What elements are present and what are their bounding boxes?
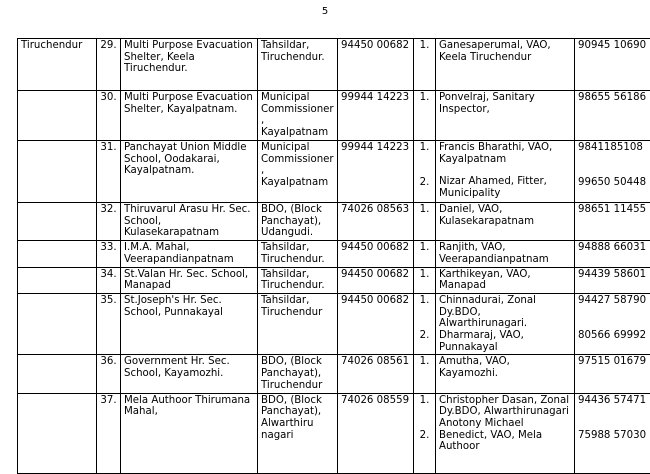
contact-phone: 94427 58790 — [578, 295, 650, 307]
page-number: 5 — [0, 6, 650, 18]
contact-index: 1. — [417, 395, 432, 407]
shelter-name: Panchayat Union Middle School, Oodakarai, Kayalpatnam. — [121, 141, 258, 203]
officer-phone: 99944 14223 — [338, 91, 414, 141]
contact-name-cell — [436, 393, 575, 473]
contact-phone-cell — [575, 141, 650, 203]
contact-name: Ganesaperumal, VAO, Keela Tiruchendur — [436, 39, 575, 91]
contact-name: Ponvelraj, Sanitary Inspector, — [436, 91, 575, 141]
contact-phone: 9841185108 — [578, 142, 650, 154]
table-row — [18, 141, 650, 203]
contact-name: Chinnadurai, Zonal Dy.BDO, Alwarthirunagari. — [439, 295, 571, 330]
contact-name: Daniel, VAO, Kulasekarapatnam — [436, 203, 575, 241]
serial-number: 31. — [97, 141, 121, 203]
serial-number: 34. — [97, 267, 121, 293]
contact-phone: 99650 50448 — [578, 177, 650, 189]
officer-phone: 74026 08559 — [338, 393, 414, 473]
table-row — [18, 293, 650, 355]
officer-phone: 94450 00682 — [338, 293, 414, 355]
contact-phone: 75988 57030 — [578, 430, 650, 442]
contact-index: 1. — [414, 355, 436, 393]
officer-phone: 74026 08561 — [338, 355, 414, 393]
contact-name: Amutha, VAO, Kayamozhi. — [436, 355, 575, 393]
officer-phone: 94450 00682 — [338, 39, 414, 91]
officer-name: BDO, (Block Panchayat), Udangudi. — [258, 203, 338, 241]
contact-name: Anotony Michael Benedict, VAO, Mela Authoor — [439, 418, 571, 453]
serial-number: 37. — [97, 393, 121, 473]
table-row — [18, 91, 650, 141]
contact-phone: 80566 69992 — [578, 330, 650, 342]
contact-index-cell — [414, 393, 436, 473]
table-row — [18, 355, 650, 393]
evacuation-shelter-table — [17, 38, 650, 474]
contact-index: 2. — [417, 330, 432, 342]
contact-name: Nizar Ahamed, Fitter, Municipality — [439, 176, 571, 199]
officer-phone: 94450 00682 — [338, 267, 414, 293]
contact-index: 1. — [414, 39, 436, 91]
officer-phone: 99944 14223 — [338, 141, 414, 203]
taluk-cell — [18, 141, 97, 203]
contact-name-cell — [436, 293, 575, 355]
table-row — [18, 393, 650, 473]
shelter-name: Thiruvarul Arasu Hr. Sec. School, Kulasekarapatnam — [121, 203, 258, 241]
contact-index: 2. — [417, 177, 432, 189]
serial-number: 33. — [97, 241, 121, 267]
contact-index: 2. — [417, 430, 432, 442]
officer-name: Municipal Commissioner , Kayalpatnam — [258, 141, 338, 203]
contact-phone: 94436 57471 — [578, 395, 650, 407]
table-row — [18, 241, 650, 267]
contact-phone: 98655 56186 — [575, 91, 650, 141]
contact-phone-cell — [575, 293, 650, 355]
contact-index: 1. — [414, 91, 436, 141]
contact-index: 1. — [417, 142, 432, 154]
contact-phone: 94888 66031 — [575, 241, 650, 267]
shelter-name: St.Valan Hr. Sec. School, Manapad — [121, 267, 258, 293]
serial-number: 32. — [97, 203, 121, 241]
officer-name: Tahsildar, Tiruchendur. — [258, 241, 338, 267]
officer-name: BDO, (Block Panchayat), Alwarthiru nagari — [258, 393, 338, 473]
contact-phone-cell — [575, 393, 650, 473]
contact-name: Dharmaraj, VAO, Punnakayal — [439, 330, 571, 353]
contact-phone: 90945 10690 — [575, 39, 650, 91]
officer-phone: 94450 00682 — [338, 241, 414, 267]
officer-phone: 74026 08563 — [338, 203, 414, 241]
officer-name: Tahsildar, Tiruchendur — [258, 293, 338, 355]
contact-phone: 97515 01679 — [575, 355, 650, 393]
table-row — [18, 203, 650, 241]
contact-index: 1. — [414, 241, 436, 267]
contact-phone: 98651 11455 — [575, 203, 650, 241]
contact-index: 1. — [414, 203, 436, 241]
table-row — [18, 39, 650, 91]
shelter-name: Multi Purpose Evacuation Shelter, Kayalpatnam. — [121, 91, 258, 141]
serial-number: 29. — [97, 39, 121, 91]
contact-index-cell — [414, 293, 436, 355]
shelter-name: St.Joseph's Hr. Sec. School, Punnakayal — [121, 293, 258, 355]
taluk-cell — [18, 267, 97, 293]
serial-number: 36. — [97, 355, 121, 393]
taluk-cell — [18, 393, 97, 473]
contact-name: Ranjith, VAO, Veerapandianpatnam — [436, 241, 575, 267]
shelter-name: I.M.A. Mahal, Veerapandianpatnam — [121, 241, 258, 267]
taluk-cell — [18, 293, 97, 355]
shelter-name: Government Hr. Sec. School, Kayamozhi. — [121, 355, 258, 393]
shelter-name: Mela Authoor Thirumana Mahal, — [121, 393, 258, 473]
contact-phone: 94439 58601 — [575, 267, 650, 293]
officer-name: Municipal Commissioner , Kayalpatnam — [258, 91, 338, 141]
officer-name: Tahsildar, Tiruchendur. — [258, 267, 338, 293]
officer-name: Tahsildar, Tiruchendur. — [258, 39, 338, 91]
taluk-cell — [18, 203, 97, 241]
contact-index: 1. — [414, 267, 436, 293]
officer-name: BDO, (Block Panchayat), Tiruchendur — [258, 355, 338, 393]
contact-index-cell — [414, 141, 436, 203]
taluk-cell — [18, 355, 97, 393]
taluk-cell: Tiruchendur — [18, 39, 97, 91]
contact-name: Francis Bharathi, VAO, Kayalpatnam — [439, 142, 571, 176]
contact-name-cell — [436, 141, 575, 203]
contact-name: Karthikeyan, VAO, Manapad — [436, 267, 575, 293]
table-row — [18, 267, 650, 293]
shelter-name: Multi Purpose Evacuation Shelter, Keela Tiruchendur. — [121, 39, 258, 91]
contact-index: 1. — [417, 295, 432, 307]
serial-number: 35. — [97, 293, 121, 355]
serial-number: 30. — [97, 91, 121, 141]
contact-name: Christopher Dasan, Zonal Dy.BDO, Alwarthirunagari — [439, 395, 571, 418]
taluk-cell — [18, 91, 97, 141]
taluk-cell — [18, 241, 97, 267]
